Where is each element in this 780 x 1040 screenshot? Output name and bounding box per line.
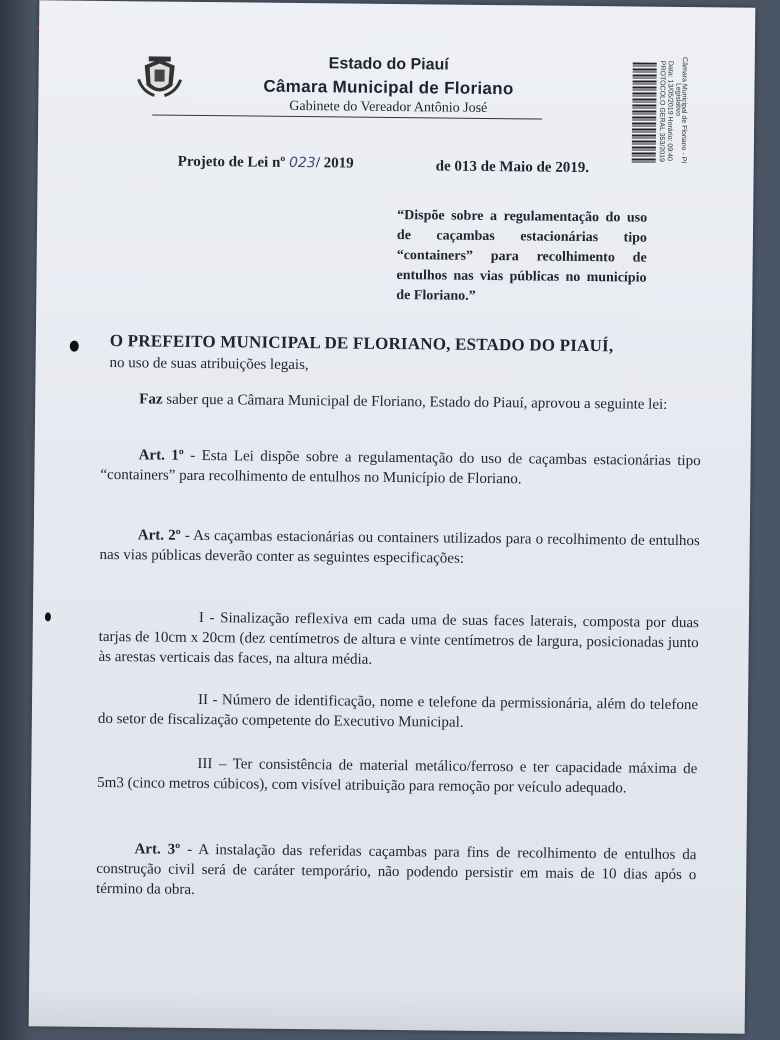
desk-edge (0, 0, 34, 1040)
preamble-sub: no uso de suas atribuições legais, (109, 355, 309, 374)
document-page (29, 0, 756, 1033)
hole-punch-mark (70, 341, 79, 352)
article-2-text: - As caçambas estacionárias ou containers utilizados para o recolhimento de entulhos nas vias públicas deverão conter as seguintes especificações: (99, 527, 700, 567)
header-chamber: Câmara Municipal de Floriano (263, 76, 514, 99)
page-shadow (29, 986, 745, 1033)
barcode (632, 62, 657, 162)
header-state: Estado do Piauí (328, 55, 449, 74)
bill-summary: “Dispõe sobre a regulamentação do uso de caçambas estacionárias tipo “containers” para recolhimento de entulhos nas vias públicas no município de Floriano.” (396, 208, 648, 304)
protocol-stamp (623, 52, 696, 185)
coat-of-arms-logo (134, 55, 184, 100)
enactment-clause (101, 389, 701, 415)
stamp-line-2: PROTOCOLO GERAL 353/2019 (657, 60, 666, 163)
stamp-line-4: Legislativo (674, 82, 682, 117)
bill-handwritten-number: 023 (288, 154, 316, 172)
bill-label: Projeto de Lei nº (177, 153, 286, 171)
preamble-title: O PREFEITO MUNICIPAL DE FLORIANO, ESTADO DO PIAUÍ, (109, 331, 614, 356)
article-2-lead: Art. 2º (137, 527, 181, 544)
item-2: II - Número de identificação, nome e telefone da permissionária, além do telefone do setor de fiscalização competente do Executivo Municipal. (97, 691, 699, 731)
article-2 (99, 525, 699, 571)
bill-date: de 013 de Maio de 2019. (435, 158, 590, 177)
stamp-line-3: Data: 13/05/2019 Horário: 09:40 (665, 60, 674, 161)
enactment-text: saber que a Câmara Municipal de Floriano, Estado do Piauí, aprovou a seguinte lei: (162, 391, 668, 413)
article-1-text: - Esta Lei dispõe sobre a regulamentação do uso de caçambas estacionárias tipo “containers” para recolhimento de entulhos no Município de Floriano. (100, 447, 701, 488)
item-3: III – Ter consistência de material metálico/ferroso e ter capacidade máxima de 5m3 (cinco metros cúbicos), com visível atribuição para remoção por veículo adequado. (97, 755, 698, 797)
hole-punch-mark (45, 612, 51, 621)
header-office: Gabinete do Vereador Antônio José (289, 98, 488, 116)
article-3-text: - A instalação das referidas caçambas para fins de recolhimento de entulhos da construção civil será de caráter temporário, não podendo persistir em mais de 10 dias após o término da obra. (96, 841, 697, 898)
bill-year: / 2019 (315, 155, 354, 172)
article-1 (100, 445, 700, 491)
article-3 (96, 839, 697, 905)
item-1: I - Sinalização reflexiva em cada uma de suas faces laterais, composta por duas tarjas de 10cm x 20cm (dez centímetros de altura e vinte centímetros de largura, posicionadas junto às arestas verticais das faces, na altura média. (98, 609, 699, 668)
bill-number (178, 154, 354, 173)
stamp-line-1: Câmara Municipal de Floriano - PI (679, 56, 688, 164)
enactment-lead: Faz (139, 391, 163, 408)
article-1-lead: Art. 1º (138, 447, 184, 464)
article-3-lead: Art. 3º (134, 841, 181, 858)
